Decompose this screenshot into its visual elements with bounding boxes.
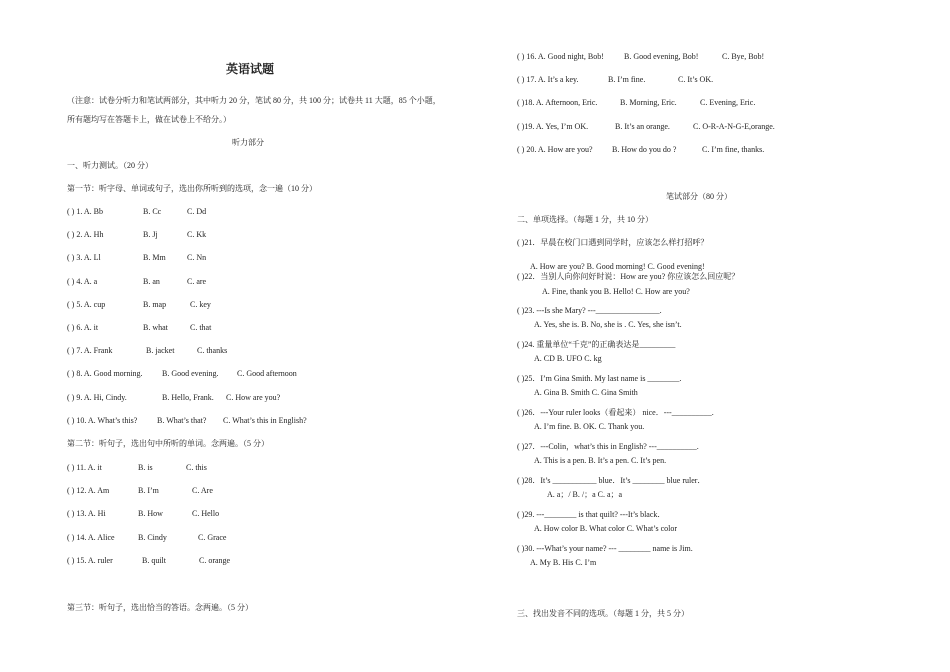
sub1-heading: 第一节：听字母、单词或句子，选出你所听到的选项，念一遍（10 分）: [67, 184, 317, 193]
option-c: C. Are: [192, 486, 213, 496]
option-b: B. Morning, Eric.: [620, 98, 677, 108]
option-c: C. Dd: [187, 207, 207, 216]
option-c: C. Bye, Bob!: [722, 52, 765, 61]
option-c: C. are: [187, 276, 207, 286]
mc-options: A. Fine, thank you B. Hello! C. How are you?: [542, 287, 690, 296]
option-b: B. Mm: [143, 253, 166, 263]
mc-question: ( )30. ---What’s your name? --- ________ name is Jim.: [517, 544, 693, 553]
mc-options: A. Yes, she is. B. No, she is . C. Yes, she isn’t.: [534, 320, 682, 329]
mc-options: A. Gina B. Smith C. Gina Smith: [534, 388, 638, 397]
option-b: B. an: [143, 276, 160, 286]
question-number: ( ) 14. A. Alice: [67, 532, 115, 542]
mc-question: ( )28．It’s ___________ blue．It’s ________ blue ruler．: [517, 476, 706, 485]
question-number: ( ) 13. A. Hi: [67, 509, 106, 519]
notice-line-1: （注意：试卷分听力和笔试两部分，其中听力 20 分，笔试 80 分，共 100 分；试卷共 11 大题，85 个小题，: [67, 96, 441, 105]
option-b: B. Good evening, Bob!: [624, 52, 699, 61]
option-c: C. thanks: [197, 346, 228, 356]
question-number: ( ) 5. A. cup: [67, 299, 106, 309]
option-b: B. I’m: [138, 486, 159, 496]
mc-options: A. How color B. What color C. What’s color: [534, 524, 678, 533]
mc-question: ( )24. 重量单位“千克”的正确表达是_________: [517, 340, 676, 349]
right-page: [470, 0, 930, 672]
notice-line-2: 所有题均写在答题卡上，做在试卷上不给分。）: [67, 115, 231, 124]
question-number: ( ) 1. A. Bb: [67, 207, 103, 216]
left-page: [0, 0, 460, 672]
listening-part-heading: 听力部分: [232, 138, 264, 147]
option-c: C. I’m fine, thanks.: [702, 144, 765, 154]
mc-question: ( )26．---Your ruler looks（看起来） nice．---__________.: [517, 408, 714, 417]
option-c: C. orange: [199, 555, 231, 565]
mc-options: A. This is a pen. B. It’s a pen. C. It’s pen.: [534, 456, 667, 465]
option-b: B. Jj: [143, 230, 158, 240]
question-number: ( ) 16. A. Good night, Bob!: [517, 52, 604, 61]
mc-options: A. CD B. UFO C. kg: [534, 354, 602, 363]
option-c: C. that: [190, 323, 212, 332]
question-number: ( )19. A. Yes, I’m OK.: [517, 121, 589, 131]
option-c: C. Evening, Eric.: [700, 98, 756, 108]
option-c: C. Hello: [192, 509, 220, 519]
option-b: B. jacket: [146, 346, 175, 356]
option-c: C. Grace: [198, 532, 227, 542]
option-b: B. quilt: [142, 555, 167, 565]
mc-options: A. a；/ B. /；a C. a；a: [547, 490, 623, 499]
option-c: C. It’s OK.: [678, 75, 714, 85]
option-b: B. Cindy: [138, 532, 167, 542]
option-c: C. What’s this in English?: [223, 415, 307, 425]
option-b: B. what: [143, 323, 168, 332]
question-number: ( ) 7. A. Frank: [67, 346, 113, 356]
mc-question: ( )22．当别人向你问好时说：How are you? 你应该怎么回应呢？: [517, 272, 740, 281]
question-number: ( ) 12. A. Am: [67, 486, 110, 496]
question-number: ( ) 3. A. Ll: [67, 253, 101, 263]
question-number: ( ) 17. A. It’s a key.: [517, 75, 579, 85]
question-number: ( ) 11. A. it: [67, 463, 102, 472]
option-b: B. Cc: [143, 207, 162, 216]
option-c: C. Kk: [187, 230, 207, 240]
option-b: B. Hello, Frank.: [162, 392, 214, 402]
option-c: C. How are you?: [226, 392, 281, 402]
question-number: ( )18. A. Afternoon, Eric.: [517, 98, 598, 108]
question-number: ( ) 20. A. How are you?: [517, 144, 593, 154]
mc-options: A. How are you? B. Good morning! C. Good evening!: [530, 262, 705, 271]
option-b: B. What’s that?: [157, 415, 207, 425]
option-c: C. key: [190, 299, 211, 309]
mc-question: ( )29. ---________ is that quilt? ---It’s black．: [517, 510, 666, 519]
mc-options: A. My B. His C. I’m: [530, 558, 597, 567]
question-number: ( ) 9. A. Hi, Cindy.: [67, 392, 127, 402]
option-c: C. this: [186, 463, 207, 472]
option-c: C. Good afternoon: [237, 369, 297, 379]
option-b: B. How: [138, 509, 163, 519]
option-b: B. I’m fine.: [608, 75, 646, 85]
section1-heading: 一、听力测试。（20 分）: [67, 161, 153, 170]
written-part-heading: 笔试部分（80 分）: [666, 192, 732, 201]
option-b: B. How do you do ?: [612, 144, 677, 154]
section2-heading: 二、单项选择。（每题 1 分，共 10 分）: [517, 215, 653, 224]
sub3-heading: 第三节：听句子，选出恰当的答语。念两遍。（5 分）: [67, 603, 253, 612]
option-b: B. Good evening.: [162, 369, 219, 379]
question-number: ( ) 4. A. a: [67, 276, 98, 286]
mc-question: ( )25．I’m Gina Smith. My last name is ________.: [517, 374, 682, 383]
mc-question: ( )23. ---Is she Mary? ---________________.: [517, 306, 662, 315]
question-number: ( ) 10. A. What’s this?: [67, 415, 138, 425]
mc-question: ( )27．---Colin，what’s this in English? ---__________.: [517, 442, 699, 451]
question-number: ( ) 8. A. Good morning.: [67, 369, 143, 379]
section3-heading: 三、找出发音不同的选项。（每题 1 分，共 5 分）: [517, 609, 689, 618]
page-title: 英语试题: [226, 62, 275, 76]
question-number: ( ) 2. A. Hh: [67, 230, 104, 240]
question-number: ( ) 6. A. it: [67, 323, 99, 332]
sub2-heading: 第二节：听句子，选出句中所听的单词。念两遍。（5 分）: [67, 439, 269, 448]
option-b: B. is: [138, 463, 153, 472]
option-c: C. Nn: [187, 253, 207, 263]
question-number: ( ) 15. A. ruler: [67, 555, 113, 565]
option-b: B. map: [143, 299, 167, 309]
mc-question: ( )21．早晨在校门口遇到同学时，应该怎么样打招呼？: [517, 238, 709, 247]
option-b: B. It’s an orange.: [615, 121, 670, 131]
option-c: C. O-R-A-N-G-E,orange.: [693, 121, 775, 131]
mc-options: A. I’m fine. B. OK. C. Thank you.: [534, 422, 645, 431]
